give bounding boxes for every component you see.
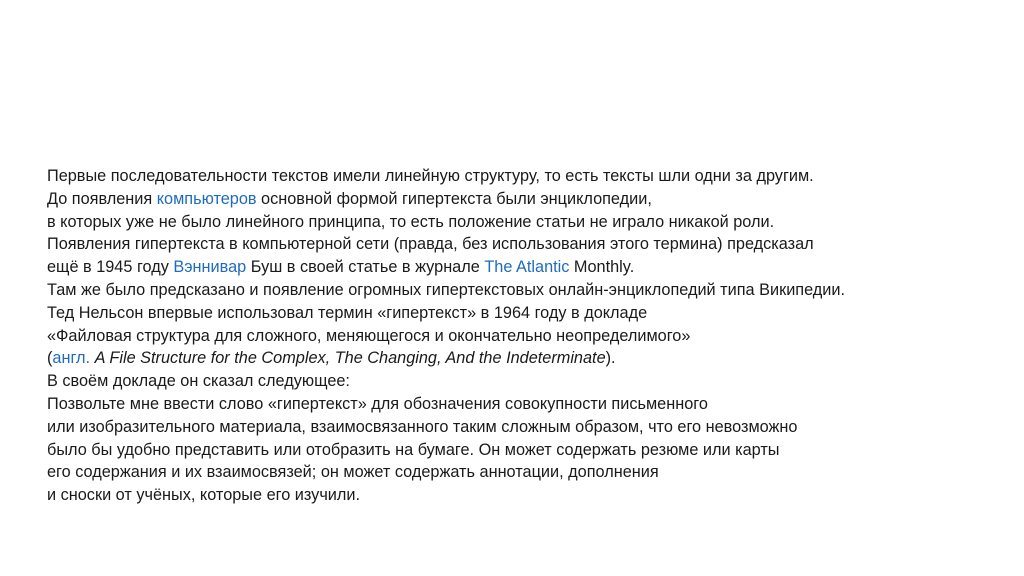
text-segment: До появления [47,189,157,208]
text-line: в которых уже не было линейного принципа, то есть положение статьи не играло никакой роли. [47,212,775,231]
text-line [47,256,1007,279]
text-line [47,188,1007,211]
text-line: или изобразительного материала, взаимосвязанного таким сложным образом, что его невозможно [47,417,798,436]
link-vannevar[interactable]: Вэннивар [173,258,247,277]
text-line: и сноски от учёных, которые его изучили. [47,486,361,505]
link-computers[interactable]: компьютеров [156,189,257,208]
text-line: «Файловая структура для сложного, меняющегося и окончательно неопределимого» [47,326,691,345]
link-english[interactable]: англ. [52,349,91,368]
text-segment: ещё в 1945 году [47,258,174,277]
text-line: было бы удобно представить или отобразить на бумаге. Он может содержать резюме или карты [47,440,780,459]
text-segment: ). [605,349,616,368]
text-line: В своём докладе он сказал следующее: [47,372,350,391]
text-line: Появления гипертекста в компьютерной сети (правда, без использования этого термина) предсказал [47,235,814,254]
text-segment: Буш в своей статье в журнале [246,258,485,277]
english-title: A File Structure for the Complex, The Changing, And the Indeterminate [94,349,606,368]
text-line: Первые последовательности текстов имели линейную структуру, то есть тексты шли одни за другим. [47,167,814,185]
text-segment: ( [47,349,53,368]
text-line: Позвольте мне ввести слово «гипертекст» для обозначения совокупности письменного [47,394,708,413]
text-line: Там же было предсказано и появление огромных гипертекстовых онлайн-энциклопедий типа Википедии. [47,280,846,299]
text-segment: Monthly. [569,258,635,277]
text-line: его содержания и их взаимосвязей; он может содержать аннотации, дополнения [47,463,659,482]
link-the-atlantic[interactable]: The Atlantic [484,258,570,277]
text-line [47,347,1007,370]
text-segment: основной формой гипертекста были энциклопедии, [256,189,652,208]
body-text [47,165,1007,507]
text-line: Тед Нельсон впервые использовал термин «гипертекст» в 1964 году в докладе [47,303,648,322]
